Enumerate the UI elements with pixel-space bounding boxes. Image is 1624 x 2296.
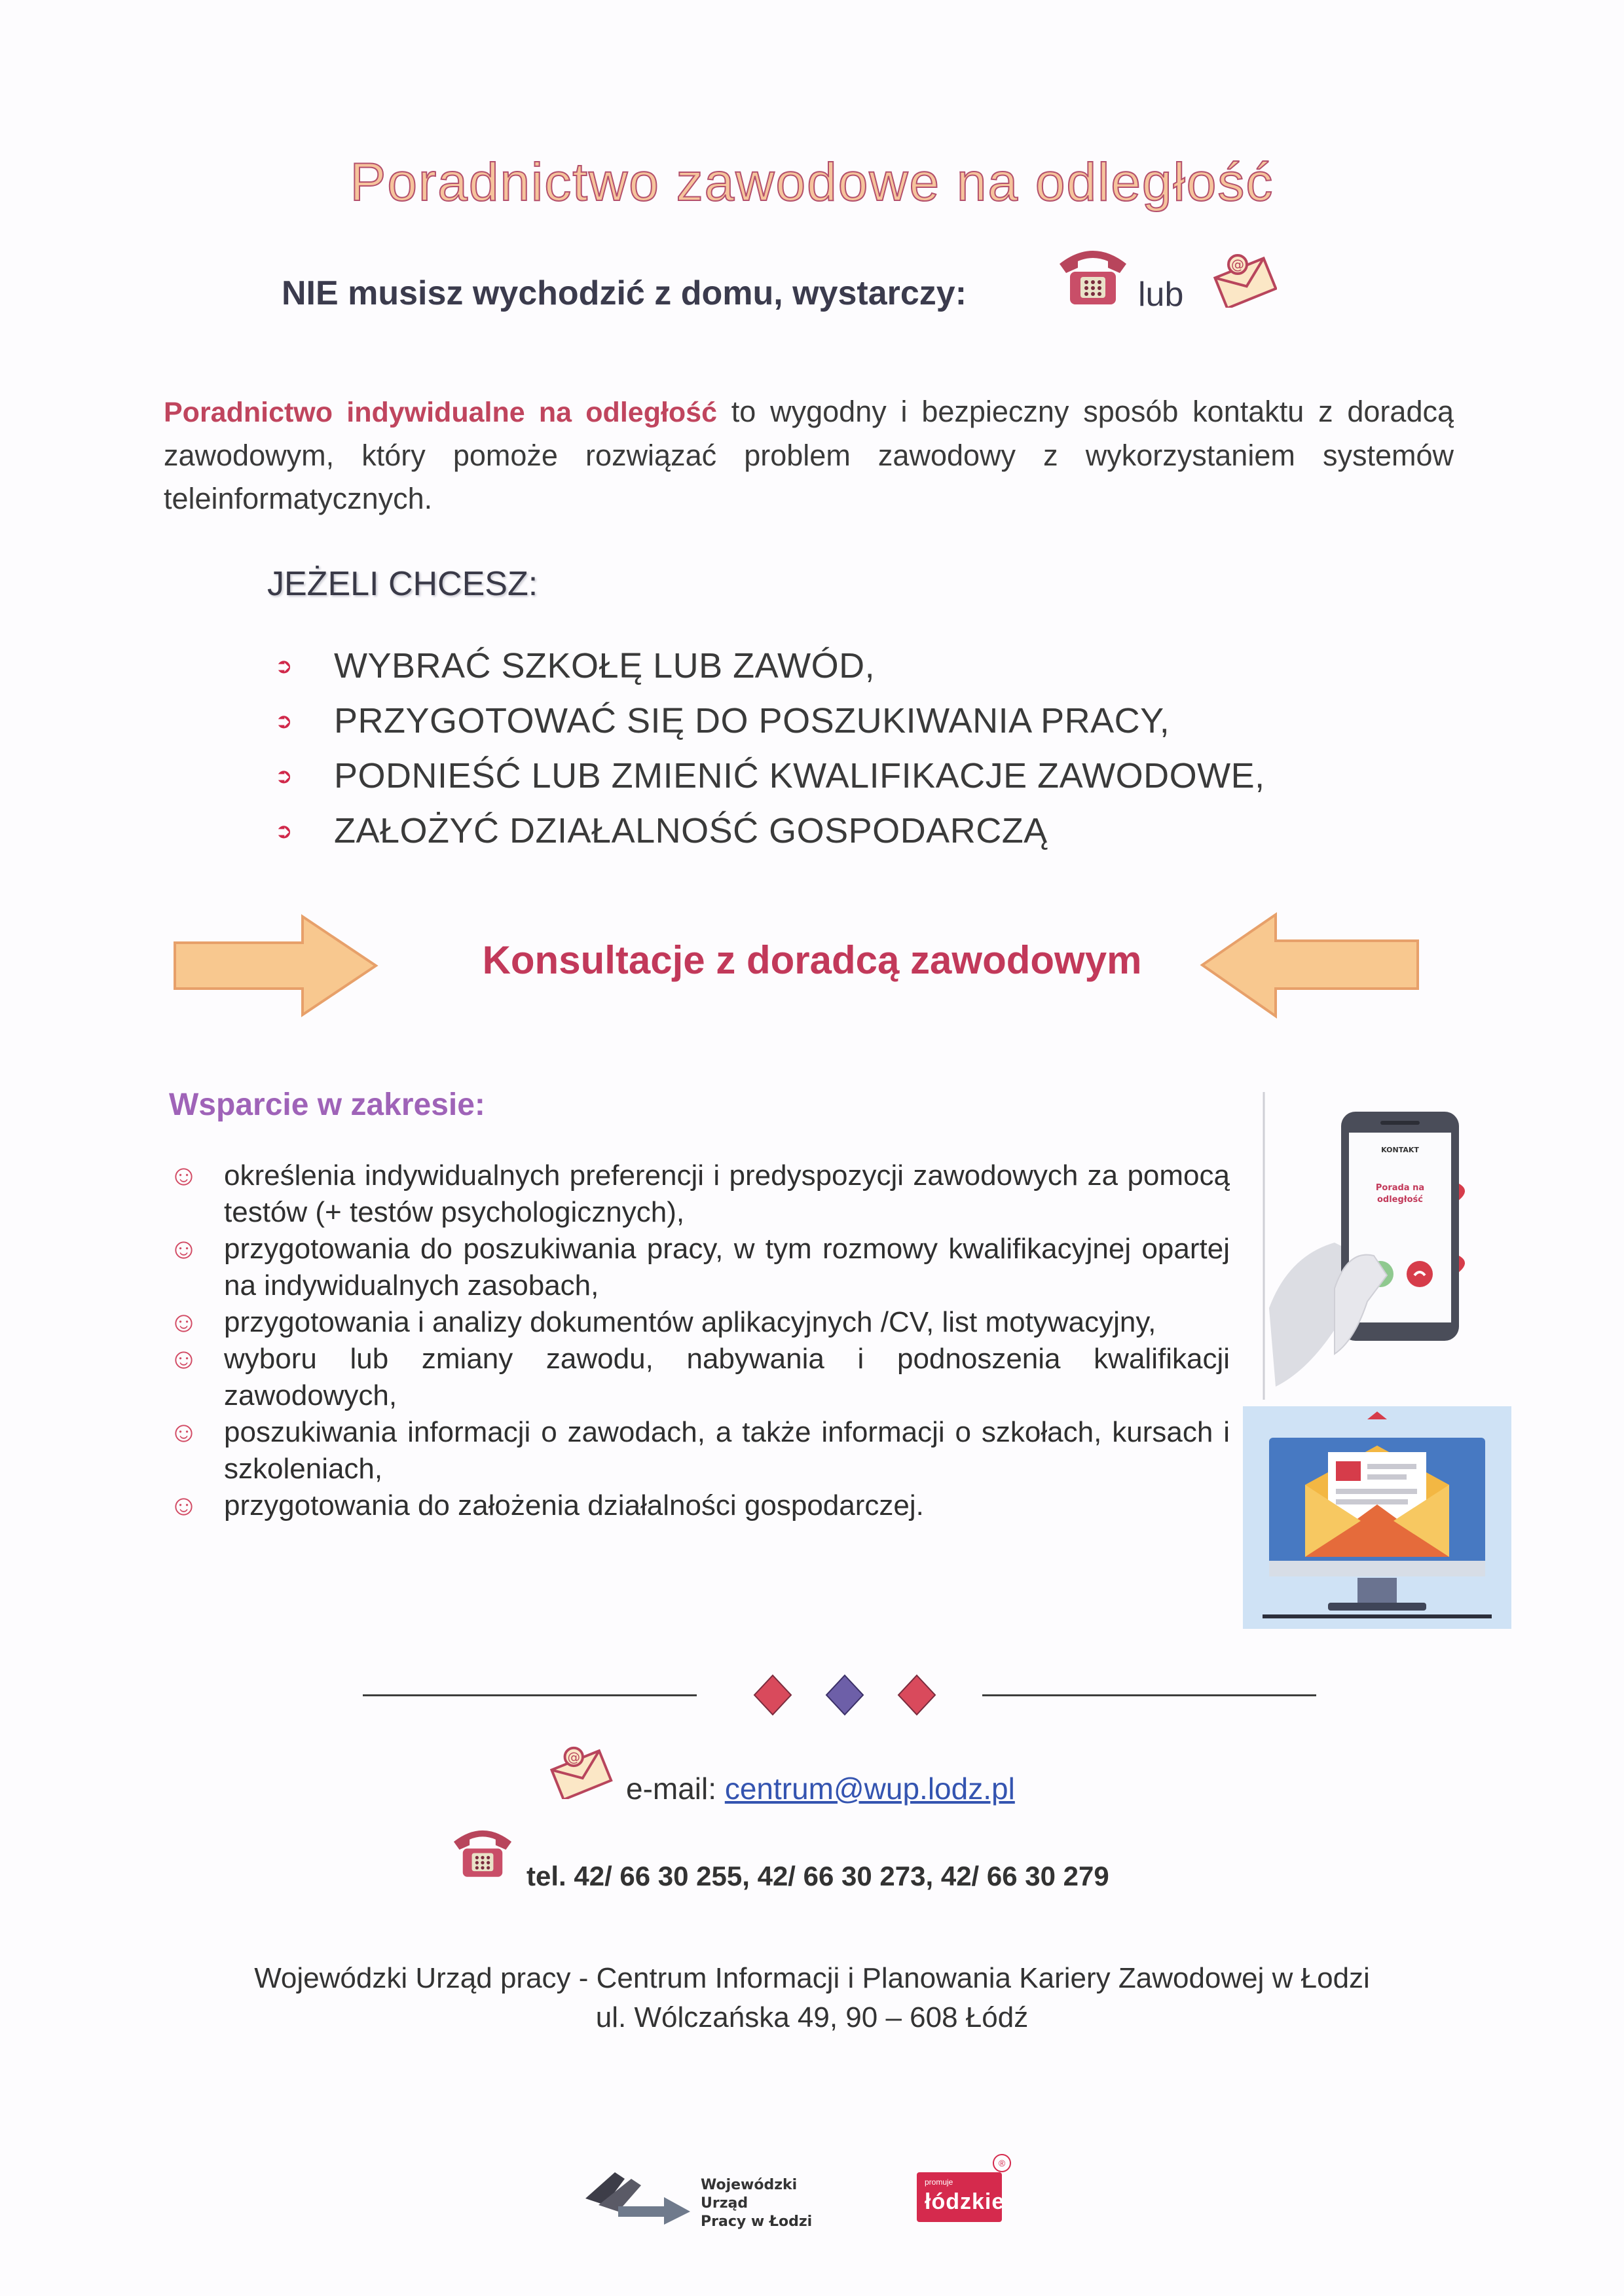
goals-header: JEŻELI CHCESZ: [267, 565, 538, 603]
smiley-icon: ☺ [169, 1306, 198, 1338]
organisation-address: ul. Wólczańska 49, 90 – 608 Łódź [595, 2001, 1029, 2033]
goal-text: ZAŁOŻYĆ DZIAŁALNOŚĆ GOSPODARCZĄ [334, 811, 1048, 850]
email-monitor-illustration [1243, 1406, 1511, 1629]
wup-arrows-logo-icon [579, 2159, 697, 2225]
arrow-bullet-icon: ➲ [275, 654, 293, 678]
support-header: Wsparcie w zakresie: [169, 1087, 485, 1122]
goal-text: WYBRAĆ SZKOŁĘ LUB ZAWÓD, [334, 646, 876, 685]
list-item [169, 1304, 1230, 1341]
phone-screen-text-1: Porada na [1375, 1183, 1425, 1193]
intro-text: to wygodny i bezpieczny sposób kontaktu z doradcą zawodowym, który pomoże rozwiązać problem zawodowy z wykorzystaniem systemów teleinformatycznych. [164, 395, 1454, 515]
subtitle: NIE musisz wychodzić z domu, wystarczy: [282, 274, 967, 312]
email-label: e-mail: [626, 1772, 725, 1806]
lodzkie-logo-small: promuje [925, 2178, 953, 2187]
arrow-bullet-icon: ➲ [275, 764, 293, 788]
list-item [169, 1341, 1230, 1414]
support-list [169, 1157, 1230, 1524]
arrow-bullet-icon: ➲ [275, 819, 293, 843]
support-text: przygotowania i analizy dokumentów aplikacyjnych /CV, list motywacyjny, [224, 1306, 1156, 1338]
phone-numbers: tel. 42/ 66 30 255, 42/ 66 30 273, 42/ 66 30 279 [526, 1861, 1109, 1891]
phone-illustration [1263, 1092, 1479, 1400]
smiley-icon: ☺ [169, 1416, 198, 1448]
divider-left [363, 1694, 697, 1696]
list-item [169, 1231, 1230, 1304]
page-title: Poradnictwo zawodowe na odległość [350, 153, 1274, 212]
smiley-icon: ☺ [169, 1489, 198, 1522]
support-text: przygotowania do założenia działalności gospodarczej. [224, 1489, 924, 1522]
list-item [169, 1487, 1230, 1524]
svg-text:@: @ [1231, 257, 1244, 272]
telephone-icon [1054, 239, 1132, 310]
support-text: poszukiwania informacji o zawodach, a także informacji o szkołach, kursach i szkoleniach, [224, 1416, 1230, 1485]
wup-logo-text [701, 2176, 841, 2231]
smiley-icon: ☺ [169, 1343, 198, 1375]
divider-right [982, 1694, 1316, 1696]
list-item [275, 748, 1265, 803]
phone-screen-header: KONTAKT [1381, 1146, 1419, 1154]
intro-highlight: Poradnictwo indywidualne na odległość [164, 397, 717, 428]
goal-text: PODNIEŚĆ LUB ZMIENIĆ KWALIFIKACJE ZAWODOWE, [334, 756, 1265, 795]
lodzkie-logo-text: łódzkie [925, 2189, 1005, 2214]
email-line [626, 1771, 1015, 1806]
email-link[interactable]: centrum@wup.lodz.pl [724, 1772, 1015, 1806]
email-icon [547, 1741, 613, 1799]
list-item [169, 1414, 1230, 1487]
telephone-icon [449, 1820, 516, 1882]
support-text: przygotowania do poszukiwania pracy, w tym rozmowy kwalifikacyjnej opartej na indywidualnych zasobach, [224, 1233, 1230, 1302]
lodzkie-logo [917, 2172, 1005, 2222]
email-icon [1211, 249, 1277, 308]
wup-logo-line-1: Wojewódzki Urząd [701, 2177, 798, 2212]
diamonds-ornament-icon [747, 1671, 943, 1719]
smiley-icon: ☺ [169, 1233, 198, 1265]
intro-paragraph [164, 390, 1454, 520]
support-text: określenia indywidualnych preferencji i predyspozycji zawodowych za pomocą testów (+ testów psychologicznych), [224, 1159, 1230, 1228]
phone-screen-text-2: odległość [1376, 1195, 1424, 1205]
list-item [275, 638, 1265, 693]
list-item [275, 693, 1265, 748]
registered-mark: ® [993, 2154, 1011, 2172]
consultation-banner: Konsultacje z doradcą zawodowym [482, 938, 1142, 982]
arrow-bullet-icon: ➲ [275, 709, 293, 733]
goals-list [275, 638, 1265, 858]
list-item [275, 803, 1265, 858]
list-item [169, 1157, 1230, 1231]
organisation-name: Wojewódzki Urząd pracy - Centrum Informacji i Planowania Kariery Zawodowej w Łodzi [254, 1962, 1370, 1994]
wup-logo-line-2: Pracy w Łodzi [701, 2214, 813, 2230]
arrow-left-icon [1198, 911, 1421, 1019]
svg-text:@: @ [567, 1749, 580, 1765]
or-label: lub [1138, 276, 1184, 314]
support-text: wyboru lub zmiany zawodu, nabywania i podnoszenia kwalifikacji zawodowych, [224, 1343, 1230, 1412]
smiley-icon: ☺ [169, 1159, 198, 1192]
wup-logo [579, 2159, 841, 2230]
goal-text: PRZYGOTOWAĆ SIĘ DO POSZUKIWANIA PRACY, [334, 701, 1170, 740]
